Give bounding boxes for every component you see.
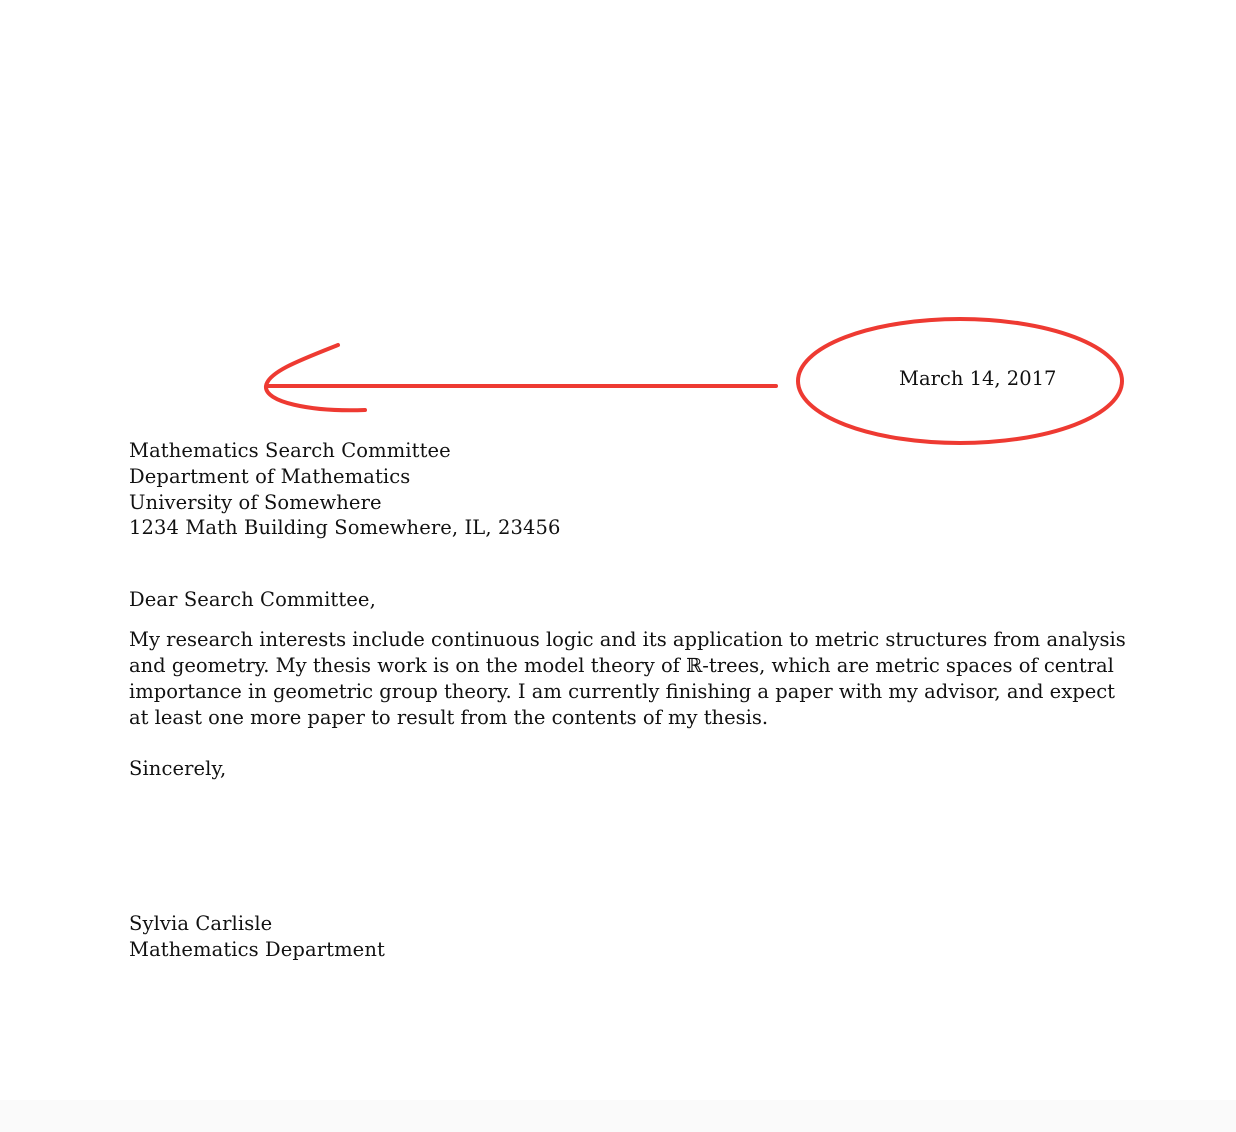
- recipient-line-department: Department of Mathematics: [129, 465, 411, 488]
- signature-department: Mathematics Department: [129, 938, 385, 961]
- salutation: Dear Search Committee,: [129, 588, 376, 611]
- recipient-line-university: University of Somewhere: [129, 491, 382, 514]
- recipient-line-address: 1234 Math Building Somewhere, IL, 23456: [129, 516, 561, 539]
- letter-date: March 14, 2017: [899, 367, 1057, 390]
- signature-name: Sylvia Carlisle: [129, 912, 273, 935]
- body-line: My research interests include continuous logic and its application to metric structures from analysis: [129, 628, 1126, 651]
- body-line: importance in geometric group theory. I am currently finishing a paper with my advisor, and expect: [129, 680, 1115, 703]
- body-line: and geometry. My thesis work is on the model theory of ℝ-trees, which are metric spaces of central: [129, 654, 1114, 677]
- body-line: at least one more paper to result from the contents of my thesis.: [129, 706, 769, 729]
- recipient-line-committee: Mathematics Search Committee: [129, 439, 451, 462]
- arrow-head-curve: [266, 345, 365, 410]
- closing: Sincerely,: [129, 757, 227, 780]
- page-bottom-edge: [0, 1100, 1236, 1132]
- body-paragraph: [129, 627, 1126, 731]
